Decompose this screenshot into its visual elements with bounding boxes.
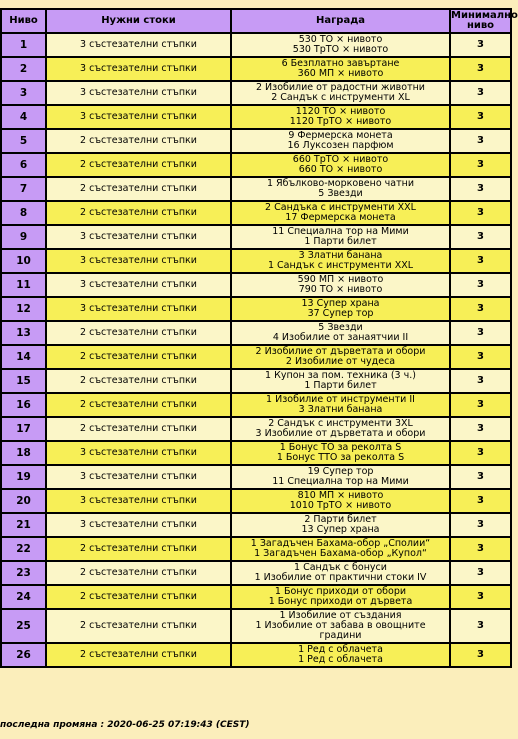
reward-line-1: 3 Златни банана <box>298 250 383 261</box>
reward-line-2: 1 Изобилие от практични стоки IV <box>254 572 427 583</box>
table-row <box>1 441 511 465</box>
table-row <box>1 561 511 585</box>
row-level: 22 <box>1 537 46 561</box>
row-level: 17 <box>1 417 46 441</box>
table-row <box>1 273 511 297</box>
row-needed-goods: 2 състезателни стъпки <box>46 393 231 417</box>
row-level: 15 <box>1 369 46 393</box>
table-row <box>1 345 511 369</box>
table-row <box>1 105 511 129</box>
row-minimum-level: 3 <box>450 81 511 105</box>
reward-line-1: 2 Изобилие от дърветата и обори <box>255 346 426 357</box>
row-minimum-level: 3 <box>450 57 511 81</box>
reward-line-2: 11 Специална тор на Мими <box>272 476 409 487</box>
reward-line-2: 37 Супер тор <box>307 308 374 319</box>
row-reward <box>231 537 450 561</box>
row-reward <box>231 585 450 609</box>
table-header-row <box>1 9 511 33</box>
row-minimum-level: 3 <box>450 537 511 561</box>
row-minimum-level: 3 <box>450 225 511 249</box>
reward-line-1: 1 Загадъчен Бахама-обор „Сполии“ <box>250 538 431 549</box>
row-reward <box>231 417 450 441</box>
row-reward <box>231 249 450 273</box>
table-row <box>1 393 511 417</box>
row-needed-goods: 2 състезателни стъпки <box>46 643 231 667</box>
table-row <box>1 153 511 177</box>
reward-line-2: 4 Изобилие от занаятчии II <box>272 332 409 343</box>
row-reward <box>231 369 450 393</box>
row-reward <box>231 81 450 105</box>
row-needed-goods: 2 състезателни стъпки <box>46 129 231 153</box>
reward-line-2: 17 Фермерска монета <box>285 212 396 223</box>
reward-line-1: 2 Изобилие от радостни животни <box>255 82 425 93</box>
reward-line-2: 2 Сандък с инструменти XL <box>271 92 410 103</box>
reward-line-1: 2 Сандък с инструменти 3XL <box>268 418 413 429</box>
row-reward <box>231 561 450 585</box>
row-minimum-level: 3 <box>450 105 511 129</box>
table-row <box>1 81 511 105</box>
row-minimum-level: 3 <box>450 489 511 513</box>
row-needed-goods: 3 състезателни стъпки <box>46 105 231 129</box>
row-minimum-level: 3 <box>450 585 511 609</box>
table-row <box>1 33 511 57</box>
row-minimum-level: 3 <box>450 249 511 273</box>
row-reward <box>231 465 450 489</box>
table-row <box>1 585 511 609</box>
row-needed-goods: 3 състезателни стъпки <box>46 81 231 105</box>
table-row <box>1 177 511 201</box>
row-minimum-level: 3 <box>450 201 511 225</box>
row-minimum-level: 3 <box>450 345 511 369</box>
row-needed-goods: 3 състезателни стъпки <box>46 441 231 465</box>
row-minimum-level: 3 <box>450 321 511 345</box>
table-row <box>1 297 511 321</box>
row-reward <box>231 129 450 153</box>
table-row <box>1 513 511 537</box>
row-reward <box>231 345 450 369</box>
row-level: 8 <box>1 201 46 225</box>
row-level: 26 <box>1 643 46 667</box>
reward-line-2: 790 ТО × нивото <box>298 284 383 295</box>
row-reward <box>231 297 450 321</box>
table-row <box>1 643 511 667</box>
row-reward <box>231 609 450 643</box>
row-reward <box>231 201 450 225</box>
row-needed-goods: 2 състезателни стъпки <box>46 417 231 441</box>
row-reward <box>231 273 450 297</box>
row-level: 5 <box>1 129 46 153</box>
row-minimum-level: 3 <box>450 273 511 297</box>
reward-line-1: 1 Ред с облачета <box>298 644 383 655</box>
row-minimum-level: 3 <box>450 609 511 643</box>
row-reward <box>231 393 450 417</box>
row-level: 4 <box>1 105 46 129</box>
reward-line-1: 11 Специална тор на Мими <box>272 226 409 237</box>
reward-line-1: 19 Супер тор <box>307 466 374 477</box>
reward-line-1: 5 Звезди <box>318 322 363 333</box>
table-row <box>1 225 511 249</box>
row-needed-goods: 3 състезателни стъпки <box>46 465 231 489</box>
row-level: 9 <box>1 225 46 249</box>
row-minimum-level: 3 <box>450 33 511 57</box>
row-minimum-level: 3 <box>450 465 511 489</box>
table-row <box>1 369 511 393</box>
reward-line-1: 530 ТО × нивото <box>298 34 383 45</box>
row-needed-goods: 3 състезателни стъпки <box>46 57 231 81</box>
row-level: 18 <box>1 441 46 465</box>
table-row <box>1 465 511 489</box>
row-level: 14 <box>1 345 46 369</box>
row-level: 6 <box>1 153 46 177</box>
header-level: Ниво <box>1 9 46 33</box>
row-minimum-level: 3 <box>450 177 511 201</box>
table-row <box>1 417 511 441</box>
row-reward <box>231 643 450 667</box>
row-level: 12 <box>1 297 46 321</box>
row-reward <box>231 489 450 513</box>
table-row <box>1 249 511 273</box>
row-needed-goods: 2 състезателни стъпки <box>46 201 231 225</box>
row-minimum-level: 3 <box>450 513 511 537</box>
row-needed-goods: 3 състезателни стъпки <box>46 513 231 537</box>
row-level: 25 <box>1 609 46 643</box>
row-reward <box>231 57 450 81</box>
reward-line-1: 1120 ТО × нивото <box>295 106 386 117</box>
table-row <box>1 609 511 643</box>
reward-line-2: 660 ТО × нивото <box>298 164 383 175</box>
row-needed-goods: 3 състезателни стъпки <box>46 489 231 513</box>
reward-line-1: 6 Безплатно завъртане <box>281 58 400 69</box>
reward-line-2: 530 ТрТО × нивото <box>292 44 389 55</box>
row-level: 16 <box>1 393 46 417</box>
row-level: 20 <box>1 489 46 513</box>
header-minimum-level: Минимално ниво <box>451 10 518 31</box>
row-minimum-level: 3 <box>450 153 511 177</box>
reward-line-3: градини <box>319 630 362 641</box>
reward-line-2: 2 Изобилие от чудеса <box>285 356 396 367</box>
row-needed-goods: 2 състезателни стъпки <box>46 609 231 643</box>
reward-line-1: 1 Ябълково-морковено чатни <box>266 178 415 189</box>
reward-line-1: 810 МП × нивото <box>297 490 384 501</box>
row-needed-goods: 2 състезателни стъпки <box>46 321 231 345</box>
reward-line-2: 1010 ТрТО × нивото <box>289 500 392 511</box>
reward-line-2: 1 Парти билет <box>304 380 377 391</box>
reward-line-2: 360 МП × нивото <box>297 68 384 79</box>
row-level: 1 <box>1 33 46 57</box>
row-reward <box>231 177 450 201</box>
reward-line-1: 2 Сандъка с инструменти XXL <box>265 202 416 213</box>
row-minimum-level: 3 <box>450 393 511 417</box>
row-needed-goods: 3 състезателни стъпки <box>46 249 231 273</box>
row-minimum-level: 3 <box>450 297 511 321</box>
reward-line-1: 1 Бонус приходи от обори <box>274 586 407 597</box>
reward-line-1: 1 Изобилие от инструменти II <box>266 394 415 405</box>
reward-line-1: 1 Изобилие от създания <box>279 610 402 621</box>
row-minimum-level: 3 <box>450 561 511 585</box>
reward-line-1: 660 ТрТО × нивото <box>292 154 389 165</box>
row-needed-goods: 3 състезателни стъпки <box>46 33 231 57</box>
reward-line-2: 1 Загадъчен Бахама-обор „Купол“ <box>254 548 427 559</box>
rewards-table <box>0 8 518 668</box>
reward-line-2: 1 Бонус ТТО за реколта S <box>276 452 405 463</box>
row-level: 2 <box>1 57 46 81</box>
reward-line-2: 1 Сандък с инструменти XXL <box>267 260 414 271</box>
table-row <box>1 201 511 225</box>
row-minimum-level: 3 <box>450 441 511 465</box>
reward-line-1: 1 Бонус ТО за реколта S <box>279 442 402 453</box>
table-row <box>1 129 511 153</box>
row-level: 3 <box>1 81 46 105</box>
row-reward <box>231 153 450 177</box>
row-minimum-level: 3 <box>450 369 511 393</box>
row-needed-goods: 3 състезателни стъпки <box>46 297 231 321</box>
reward-line-1: 9 Фермерска монета <box>288 130 393 141</box>
row-level: 13 <box>1 321 46 345</box>
row-needed-goods: 2 състезателни стъпки <box>46 369 231 393</box>
row-level: 7 <box>1 177 46 201</box>
row-reward <box>231 321 450 345</box>
reward-line-2: 3 Изобилие от дърветата и обори <box>255 428 426 439</box>
row-level: 21 <box>1 513 46 537</box>
reward-line-2: 3 Златни банана <box>298 404 383 415</box>
table-row <box>1 489 511 513</box>
row-needed-goods: 2 състезателни стъпки <box>46 585 231 609</box>
table-row <box>1 57 511 81</box>
row-reward <box>231 33 450 57</box>
reward-line-1: 590 МП × нивото <box>297 274 384 285</box>
row-minimum-level: 3 <box>450 129 511 153</box>
row-level: 24 <box>1 585 46 609</box>
row-needed-goods: 2 състезателни стъпки <box>46 537 231 561</box>
reward-line-1: 1 Купон за пом. техника (3 ч.) <box>265 370 416 381</box>
row-needed-goods: 2 състезателни стъпки <box>46 177 231 201</box>
table-row <box>1 537 511 561</box>
header-reward: Награда <box>231 9 450 33</box>
header-needed-goods: Нужни стоки <box>46 9 231 33</box>
row-reward <box>231 513 450 537</box>
row-needed-goods: 2 състезателни стъпки <box>46 345 231 369</box>
reward-line-2: 1 Изобилие от забава в овощните <box>255 620 426 631</box>
reward-line-1: 2 Парти билет <box>304 514 377 525</box>
row-needed-goods: 2 състезателни стъпки <box>46 561 231 585</box>
row-level: 10 <box>1 249 46 273</box>
row-level: 19 <box>1 465 46 489</box>
last-modified: последна промяна : 2020-06-25 07:19:43 (CEST) <box>0 720 250 730</box>
reward-line-1: 1 Сандък с бонуси <box>294 562 387 573</box>
reward-line-2: 13 Супер храна <box>301 524 380 535</box>
reward-line-2: 1 Ред с облачета <box>298 654 383 665</box>
row-reward <box>231 105 450 129</box>
table-row <box>1 321 511 345</box>
row-reward <box>231 441 450 465</box>
row-minimum-level: 3 <box>450 417 511 441</box>
reward-line-2: 16 Луксозен парфюм <box>287 140 394 151</box>
reward-line-2: 1120 ТрТО × нивото <box>289 116 392 127</box>
row-needed-goods: 2 състезателни стъпки <box>46 153 231 177</box>
reward-line-2: 1 Бонус приходи от дървета <box>268 596 413 607</box>
row-needed-goods: 3 състезателни стъпки <box>46 273 231 297</box>
row-minimum-level: 3 <box>450 643 511 667</box>
row-level: 11 <box>1 273 46 297</box>
reward-line-2: 5 Звезди <box>318 188 363 199</box>
row-level: 23 <box>1 561 46 585</box>
row-needed-goods: 3 състезателни стъпки <box>46 225 231 249</box>
reward-line-2: 1 Парти билет <box>304 236 377 247</box>
row-reward <box>231 225 450 249</box>
reward-line-1: 13 Супер храна <box>301 298 380 309</box>
